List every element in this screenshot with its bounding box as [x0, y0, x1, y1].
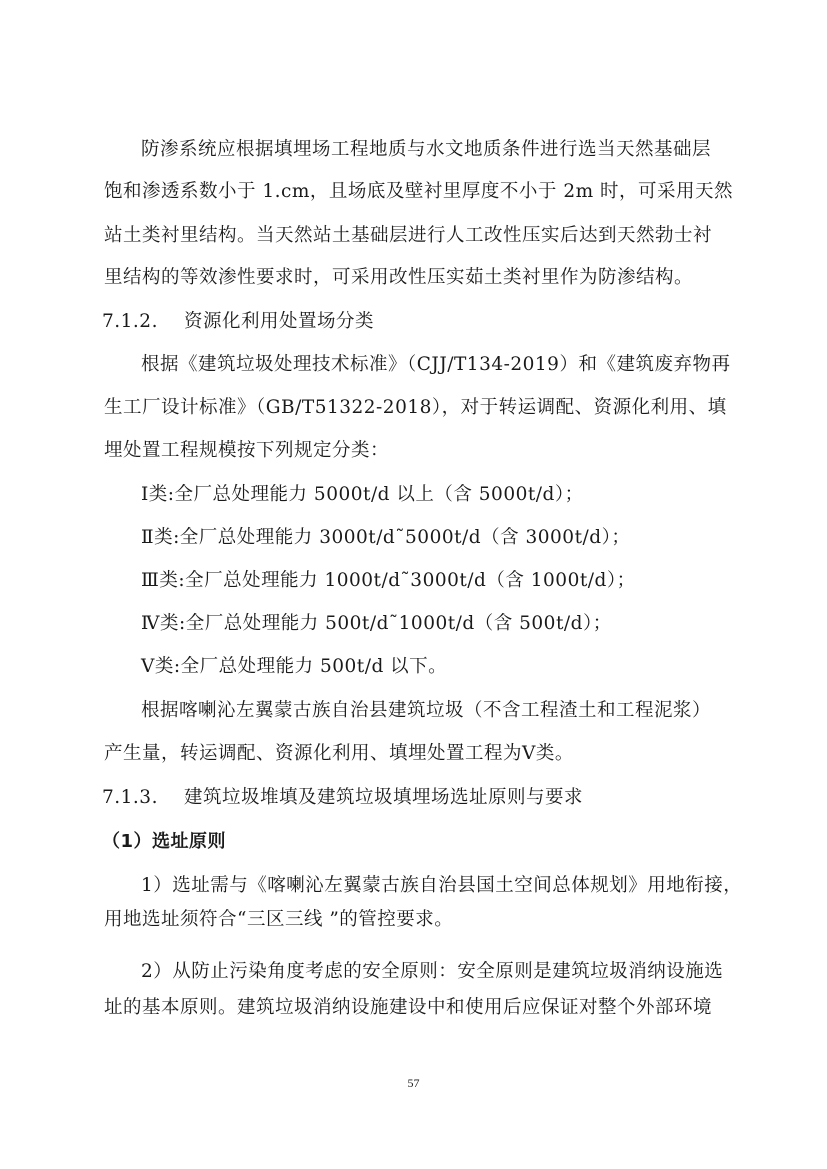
- class-item: Ⅲ类:全厂总处理能力 1000t/d˜3000t/d（含 1000t/d）；: [141, 570, 636, 591]
- paragraph-line: 里结构的等效渗性要求时，可采用改性压实茹土类衬里作为防渗结构。: [104, 267, 694, 288]
- section-title: 建筑垃圾堆填及建筑垃圾填埋场选址原则与要求: [184, 787, 584, 808]
- section-title: 资源化利用处置场分类: [184, 311, 375, 332]
- subheading: （1）选址原则: [102, 831, 227, 852]
- paragraph-line: 防渗系统应根据填埋场工程地质与水文地质条件进行选当天然基础层: [141, 139, 712, 160]
- paragraph-line: 址的基本原则。建筑垃圾消纳设施建设中和使用后应保证对整个外部环境: [104, 997, 713, 1018]
- paragraph-line: 根据喀喇沁左翼蒙古族自治县建筑垃圾（不含工程渣土和工程泥浆）: [141, 700, 712, 721]
- class-item: Ⅳ类:全厂总处理能力 500t/d˜1000t/d（含 500t/d）；: [141, 613, 612, 634]
- paragraph-line: 用地选址须符合“三区三线 ”的管控要求。: [104, 909, 454, 930]
- paragraph-line: 生工厂设计标准》（GB/T51322-2018），对于转运调配、资源化利用、填: [104, 397, 727, 418]
- paragraph-line: 产生量，转运调配、资源化利用、填埋处置工程为Ⅴ类。: [104, 743, 574, 764]
- section-number: 7.1.2.: [102, 311, 158, 332]
- page-number: 57: [407, 1076, 420, 1090]
- paragraph-line: 站土类衬里结构。当天然站土基础层进行人工改性压实后达到天然勃士衬: [104, 225, 713, 246]
- class-item: Ⅱ类:全厂总处理能力 3000t/d˜5000t/d（含 3000t/d）；: [141, 527, 631, 548]
- paragraph-line: 2）从防止污染角度考虑的安全原则：安全原则是建筑垃圾消纳设施选: [141, 961, 724, 982]
- section-number: 7.1.3.: [102, 787, 158, 808]
- class-item: Ⅰ类:全厂总处理能力 5000t/d 以上（含 5000t/d）；: [141, 484, 584, 505]
- paragraph-line: 1）选址需与《喀喇沁左翼蒙古族自治县国土空间总体规划》用地衔接，: [141, 875, 743, 896]
- section-heading-7-1-2: [102, 309, 374, 335]
- paragraph-line: 埋处置工程规模按下列规定分类：: [104, 440, 390, 461]
- paragraph-line: 饱和渗透系数小于 1.cm，且场底及壁衬里厚度不小于 2m 时，可采用天然: [104, 181, 734, 202]
- paragraph-line: 根据《建筑垃圾处理技术标准》（CJJ/T134-2019）和《建筑废弃物再: [141, 354, 731, 375]
- class-item: Ⅴ类:全厂总处理能力 500t/d 以下。: [141, 656, 448, 677]
- section-heading-7-1-3: [102, 785, 583, 811]
